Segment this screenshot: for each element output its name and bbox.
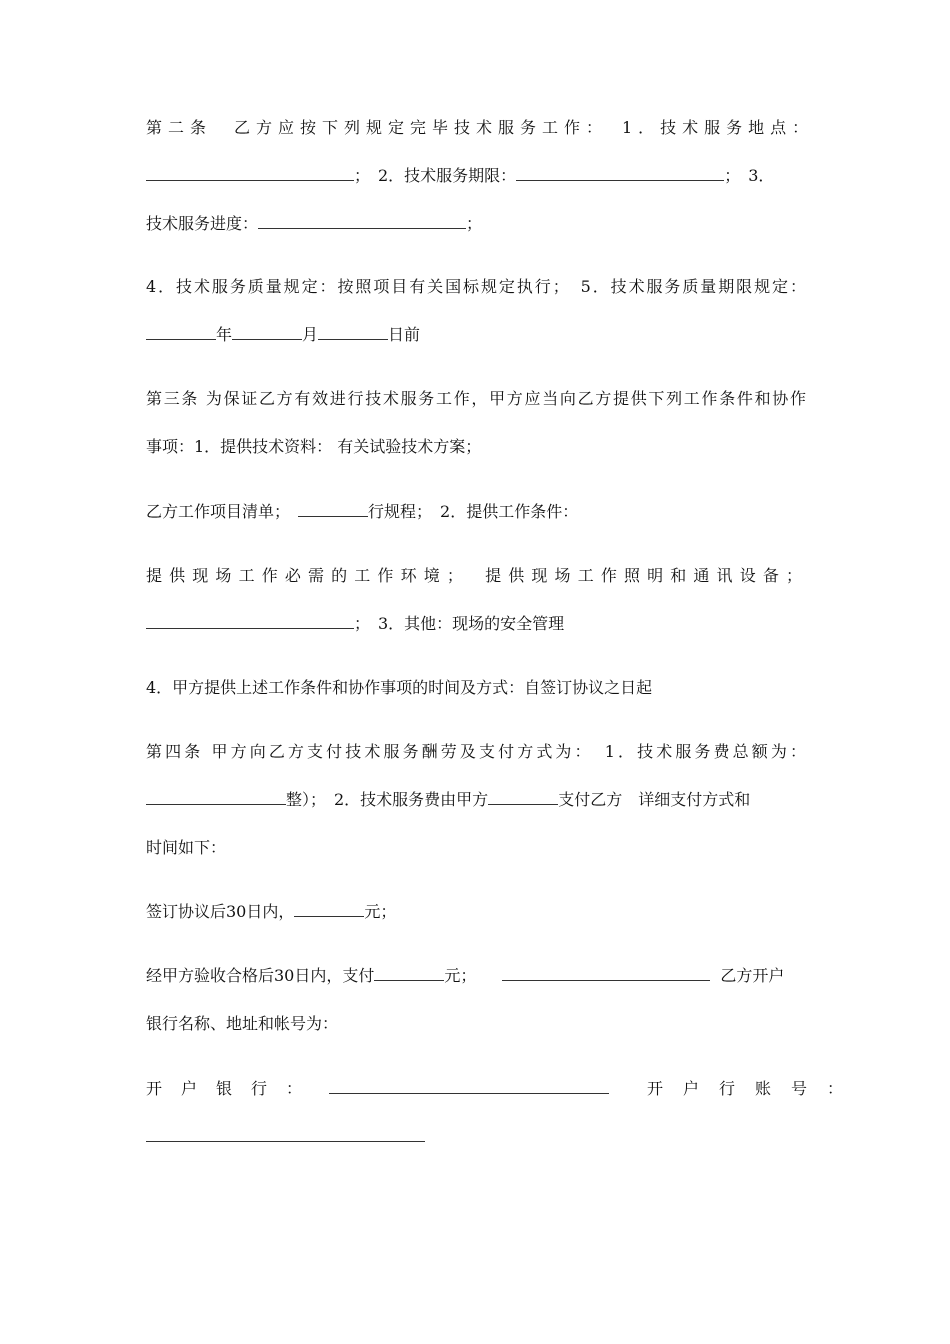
- time-method-text: 4．甲方提供上述工作条件和协作事项的时间及方式：自签订协议之日起: [146, 678, 653, 697]
- month-label: 月: [302, 325, 319, 344]
- year-blank[interactable]: [146, 325, 216, 340]
- payment-method-label: 支付乙方 详细支付方式和: [558, 790, 751, 809]
- clause-2-line-5: [146, 323, 806, 347]
- account-number-blank-line: [146, 1125, 806, 1149]
- opening-bank-label: 开户银行：: [146, 1079, 322, 1098]
- payment-2-line: [146, 964, 806, 988]
- bank-info-line: [146, 1012, 806, 1036]
- bank-blank[interactable]: [502, 966, 710, 981]
- other-safety-text: ； 3．其他：现场的安全管理: [354, 614, 565, 633]
- account-number-label: 开户行账号：: [647, 1079, 864, 1098]
- total-fee-blank[interactable]: [146, 790, 286, 805]
- clause-3-line-2: [146, 435, 806, 459]
- yuan-label: 元；: [444, 966, 477, 985]
- clause-3-line-4: [146, 564, 806, 588]
- opening-bank-blank[interactable]: [329, 1079, 609, 1094]
- service-location-blank[interactable]: [146, 166, 354, 181]
- account-number-blank[interactable]: [146, 1127, 425, 1142]
- bank-info-label: 银行名称、地址和帐号为：: [146, 1014, 339, 1033]
- month-blank[interactable]: [232, 325, 302, 340]
- payment-1-label: 签订协议后30日内，: [146, 902, 295, 921]
- technical-data-text: 事项：1．提供技术资料： 有关试验技术方案；: [146, 437, 482, 456]
- clause-3-line-1: [146, 387, 806, 411]
- year-label: 年: [216, 325, 233, 344]
- service-progress-label: 技术服务进度：: [146, 214, 259, 233]
- payment-2-label: 经甲方验收合格后30日内，支付: [146, 966, 375, 985]
- day-label: 日前: [388, 325, 421, 344]
- bank-account-line: [146, 1077, 864, 1101]
- quality-requirement-text: 4．技术服务质量规定：按照项目有关国标规定执行； 5．技术服务质量期限规定：: [146, 277, 806, 296]
- day-blank[interactable]: [318, 325, 388, 340]
- clause-4-text: 第四条 甲方向乙方支付技术服务酬劳及支付方式为： 1．技术服务费总额为：: [146, 742, 806, 761]
- payment-1-line: [146, 900, 806, 924]
- clause-4-line-2: [146, 788, 806, 812]
- regulation-blank[interactable]: [298, 502, 368, 517]
- clause-2-line-1: [146, 116, 815, 140]
- clause-2-line-4: [146, 275, 806, 299]
- clause-4-line-3: [146, 836, 806, 860]
- service-period-label: ； 2．技术服务期限：: [354, 166, 517, 185]
- payer-blank[interactable]: [488, 790, 558, 805]
- work-environment-text: 提供现场工作必需的工作环境； 提供现场工作照明和通讯设备；: [146, 566, 806, 585]
- work-conditions-label: 行规程； 2．提供工作条件：: [368, 502, 579, 521]
- payment-1-blank[interactable]: [294, 902, 364, 917]
- clause-2-line-2: [146, 164, 806, 188]
- yuan-label: 元；: [364, 902, 397, 921]
- semicolon: ；: [466, 214, 483, 233]
- service-progress-blank[interactable]: [258, 214, 466, 229]
- project-list-text: 乙方工作项目清单；: [146, 502, 291, 521]
- equipment-blank[interactable]: [146, 614, 354, 629]
- clause-3-text: 第三条 为保证乙方有效进行技术服务工作，甲方应当向乙方提供下列工作条件和协作: [146, 389, 806, 408]
- service-period-blank[interactable]: [516, 166, 724, 181]
- time-as-follows-text: 时间如下：: [146, 838, 227, 857]
- clause-2-line-3: [146, 212, 806, 236]
- clause-3-line-3: [146, 500, 806, 524]
- clause-3-line-5: [146, 612, 806, 636]
- clause-3-line-6: [146, 676, 806, 700]
- clause-4-line-1: [146, 740, 806, 764]
- payment-2-blank[interactable]: [374, 966, 444, 981]
- fee-payer-label: 整）； 2．技术服务费由甲方: [286, 790, 489, 809]
- clause-2-text: 第二条 乙方应按下列规定完毕技术服务工作： 1．技术服务地点：: [146, 118, 815, 137]
- item-3-label: ； 3．: [724, 166, 775, 185]
- bank-account-label: 乙方开户: [720, 966, 785, 985]
